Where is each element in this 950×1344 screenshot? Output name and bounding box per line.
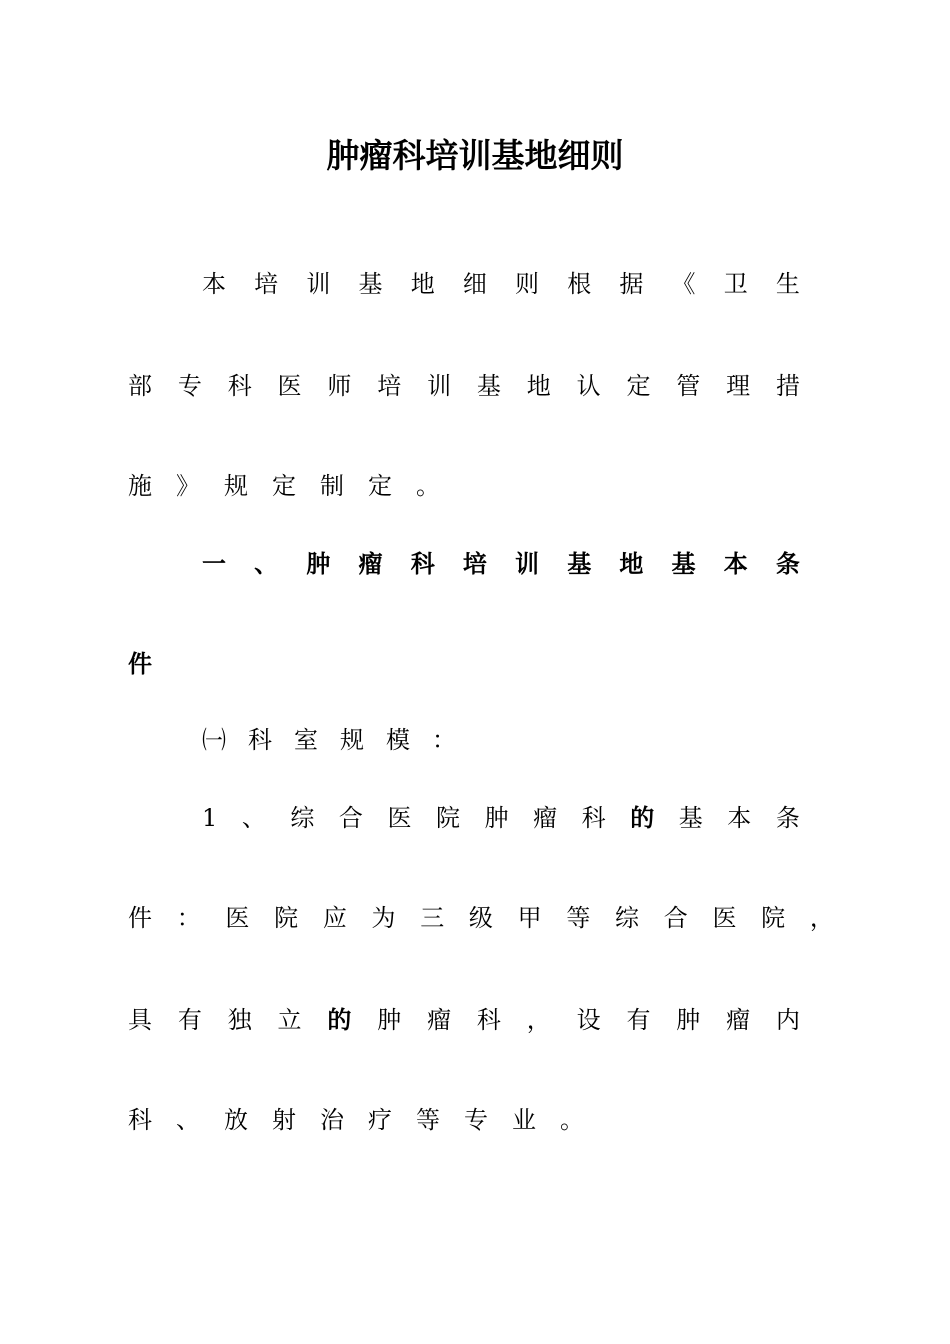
text-char: 的 [327,1006,352,1034]
text-char: 、 [254,550,279,578]
text-char: 合 [663,904,688,932]
text-char: 则 [515,270,540,298]
text-char: 基 [567,550,592,578]
text-char: 射 [272,1106,296,1134]
text-char: 具 [128,1006,152,1034]
text-char: 治 [320,1106,344,1134]
subsection-heading [202,720,482,760]
text-char: 理 [726,372,751,400]
text-char: 《 [671,270,696,298]
text-char: 综 [290,804,315,832]
text-char: 甲 [517,904,542,932]
text-char: 根 [567,270,592,298]
section-heading-line-1 [202,544,800,584]
section-heading-line-2 [128,644,188,684]
paragraph-line-2 [128,366,800,406]
text-char: 医 [712,904,737,932]
text-char: 等 [566,904,591,932]
text-char: ， [526,1006,551,1034]
text-char: 应 [322,904,347,932]
text-char: 训 [427,372,452,400]
text-char: 规 [340,726,364,754]
text-char: 瘤 [533,804,558,832]
text-char: 科 [581,804,606,832]
text-char: ㈠ [202,726,226,754]
text-char: 培 [254,270,279,298]
text-char: 。 [416,472,440,500]
text-char: 专 [177,372,202,400]
text-char: 科 [227,372,252,400]
text-char: 级 [468,904,493,932]
text-char: 。 [560,1106,584,1134]
text-char: 室 [294,726,318,754]
text-char: ： [176,904,201,932]
text-char: 定 [272,472,296,500]
text-char: 培 [462,550,487,578]
text-char: 科 [128,1106,152,1134]
document-title: 肿瘤科培训基地细则 [326,136,624,175]
text-char: 管 [676,372,701,400]
text-char: 瘤 [726,1006,751,1034]
text-char: 肿 [484,804,509,832]
text-char: 部 [128,372,152,400]
text-char: 的 [630,804,655,832]
text-char: 瘤 [427,1006,452,1034]
text-char: 据 [619,270,644,298]
text-char: 基 [358,270,383,298]
text-char: 有 [177,1006,202,1034]
text-char: 定 [626,372,651,400]
text-char: 合 [338,804,363,832]
text-char: 训 [515,550,540,578]
text-char: 师 [327,372,352,400]
text-char: 细 [462,270,487,298]
text-char: 业 [512,1106,536,1134]
text-char: 地 [526,372,551,400]
text-char: 地 [619,550,644,578]
text-char: 地 [410,270,435,298]
item-line-2 [128,898,834,938]
text-char: 1 [202,804,218,832]
text-char: 肿 [377,1006,402,1034]
paragraph-line-3 [128,466,448,506]
text-char: 件 [128,904,152,932]
text-char: 综 [615,904,640,932]
text-char: 、 [176,1106,200,1134]
text-char: 一 [202,550,226,578]
text-char: 有 [626,1006,651,1034]
text-char: 放 [224,1106,248,1134]
text-char: 设 [576,1006,601,1034]
text-char: 生 [775,270,800,298]
text-char: 院 [274,904,299,932]
text-char: 院 [436,804,461,832]
text-char: 内 [775,1006,800,1034]
text-char: 医 [225,904,250,932]
text-char: 措 [775,372,800,400]
text-char: 件 [128,650,152,678]
text-char: 为 [371,904,396,932]
text-char: 本 [202,270,226,298]
text-char: 基 [476,372,501,400]
text-char: 科 [476,1006,501,1034]
text-char: 科 [248,726,272,754]
text-char: 卫 [723,270,748,298]
text-char: 独 [227,1006,252,1034]
text-char: 瘤 [358,550,383,578]
text-char: 专 [464,1106,488,1134]
text-char: 院 [761,904,786,932]
text-char: 认 [576,372,601,400]
text-char: 定 [368,472,392,500]
text-char: ， [809,904,834,932]
text-char: 模 [386,726,410,754]
text-char: 立 [277,1006,302,1034]
text-char: 基 [671,550,696,578]
text-char: 培 [377,372,402,400]
text-char: 科 [410,550,435,578]
text-char: 本 [723,550,748,578]
item-line-3 [128,1000,800,1040]
text-char: 施 [128,472,152,500]
text-char: 本 [727,804,752,832]
item-line-1 [202,798,800,838]
text-char: 医 [277,372,302,400]
text-char: 肿 [676,1006,701,1034]
text-char: 条 [775,804,800,832]
text-char: ： [432,726,456,754]
text-char: 》 [176,472,200,500]
text-char: 基 [678,804,703,832]
text-char: 医 [387,804,412,832]
text-char: 制 [320,472,344,500]
text-char: 肿 [306,550,331,578]
text-char: 条 [775,550,800,578]
text-char: 疗 [368,1106,392,1134]
text-char: 规 [224,472,248,500]
text-char: 、 [241,804,266,832]
text-char: 三 [420,904,445,932]
text-char: 训 [306,270,331,298]
item-line-4 [128,1100,598,1140]
text-char: 等 [416,1106,440,1134]
paragraph-line-1 [202,264,800,304]
